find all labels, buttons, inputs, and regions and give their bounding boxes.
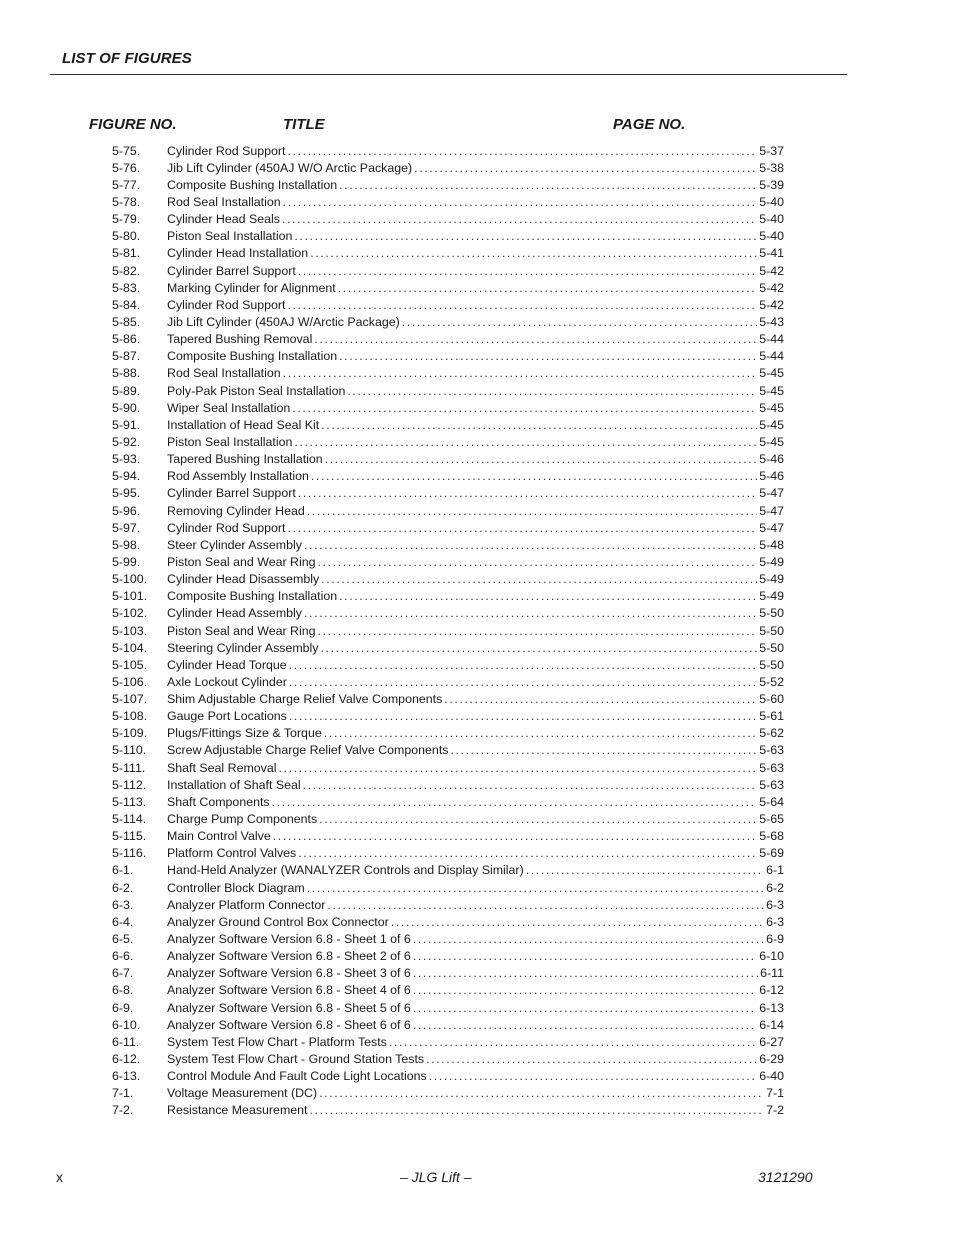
dot-leader — [321, 572, 757, 586]
figure-page: 5-48 — [759, 537, 784, 552]
dot-leader — [338, 281, 757, 295]
page-title: LIST OF FIGURES — [62, 50, 192, 67]
figure-title: Piston Seal Installation — [167, 229, 293, 244]
figure-entry[interactable] — [112, 485, 784, 502]
dot-leader — [391, 915, 764, 929]
figure-page: 5-45 — [759, 417, 784, 432]
figure-title: Tapered Bushing Installation — [167, 452, 323, 467]
figure-page: 5-63 — [759, 743, 784, 758]
figure-page: 7-2 — [766, 1103, 784, 1118]
dot-leader — [307, 881, 764, 895]
figure-title: Tapered Bushing Removal — [167, 332, 313, 347]
figure-title: Analyzer Software Version 6.8 - Sheet 3 of 6 — [167, 966, 411, 981]
figure-page: 5-47 — [759, 486, 784, 501]
figure-page: 5-45 — [759, 434, 784, 449]
figure-entry[interactable] — [112, 656, 784, 673]
dot-leader — [318, 555, 758, 569]
figure-entry[interactable] — [112, 193, 784, 210]
figure-page: 5-47 — [759, 520, 784, 535]
figure-title: Analyzer Software Version 6.8 - Sheet 2 of 6 — [167, 949, 411, 964]
figure-page: 5-37 — [759, 143, 784, 158]
figure-entry[interactable] — [112, 468, 784, 485]
figure-title: Rod Assembly Installation — [167, 469, 309, 484]
dot-leader — [324, 726, 757, 740]
figure-page: 6-1 — [766, 863, 784, 878]
figure-number: 5-89. — [112, 383, 141, 398]
figure-entry[interactable] — [112, 622, 784, 639]
figure-page: 5-40 — [759, 229, 784, 244]
figure-title: Cylinder Barrel Support — [167, 263, 296, 278]
figure-page: 5-44 — [759, 332, 784, 347]
figure-number: 5-86. — [112, 332, 141, 347]
dot-leader — [298, 486, 757, 500]
figure-title: Composite Bushing Installation — [167, 589, 338, 604]
figure-number: 5-98. — [112, 537, 141, 552]
dot-leader — [319, 1086, 764, 1100]
dot-leader — [307, 504, 757, 518]
figure-entry[interactable] — [112, 1016, 784, 1033]
dot-leader — [289, 658, 758, 672]
figure-number: 7-2. — [112, 1103, 134, 1118]
dot-leader — [287, 521, 757, 535]
dot-leader — [347, 384, 757, 398]
figure-title: Installation of Head Seal Kit — [167, 417, 320, 432]
figure-entry[interactable] — [112, 605, 784, 622]
dot-leader — [321, 418, 757, 432]
dot-leader — [413, 966, 758, 980]
figure-number: 5-82. — [112, 263, 141, 278]
figure-title: Charge Pump Components — [167, 812, 318, 827]
figure-page: 6-12 — [759, 983, 784, 998]
figure-entry[interactable] — [112, 742, 784, 759]
figure-entry[interactable] — [112, 776, 784, 793]
figure-title: Rod Seal Installation — [167, 366, 281, 381]
figure-number: 5-105. — [112, 657, 148, 672]
figure-title: Composite Bushing Installation — [167, 177, 338, 192]
figure-entry[interactable] — [112, 296, 784, 313]
figure-page: 6-3 — [766, 914, 784, 929]
figure-page: 5-50 — [759, 606, 784, 621]
figure-page: 6-40 — [759, 1069, 784, 1084]
dot-leader — [298, 846, 757, 860]
figure-number: 7-1. — [112, 1086, 134, 1101]
figure-number: 5-103. — [112, 623, 148, 638]
figure-title: Axle Lockout Cylinder — [167, 674, 287, 689]
figure-number: 5-100. — [112, 572, 148, 587]
dot-leader — [304, 538, 757, 552]
figure-title: Cylinder Rod Support — [167, 143, 286, 158]
dot-leader — [279, 761, 758, 775]
figure-number: 5-81. — [112, 246, 141, 261]
figure-page: 5-61 — [759, 709, 784, 724]
figure-title: System Test Flow Chart - Platform Tests — [167, 1034, 387, 1049]
figure-entry[interactable] — [112, 571, 784, 588]
figure-title: Plugs/Fittings Size & Torque — [167, 726, 322, 741]
figure-number: 5-75. — [112, 143, 141, 158]
figure-number: 5-78. — [112, 194, 141, 209]
dot-leader — [273, 829, 757, 843]
figure-number: 5-104. — [112, 640, 148, 655]
figure-entry[interactable] — [112, 331, 784, 348]
figure-entry[interactable] — [112, 982, 784, 999]
figure-entry[interactable] — [112, 965, 784, 982]
figure-page: 5-49 — [759, 572, 784, 587]
figure-entry[interactable] — [112, 142, 784, 159]
figure-number: 5-95. — [112, 486, 141, 501]
figure-entry[interactable] — [112, 845, 784, 862]
figure-title: Steer Cylinder Assembly — [167, 537, 302, 552]
figure-title: Cylinder Head Disassembly — [167, 572, 320, 587]
figure-page: 6-29 — [759, 1052, 784, 1067]
figure-title: Wiper Seal Installation — [167, 400, 291, 415]
figure-page: 5-41 — [759, 246, 784, 261]
figure-number: 5-111. — [112, 760, 146, 775]
figure-title: Screw Adjustable Charge Relief Valve Components — [167, 743, 449, 758]
figure-number: 5-107. — [112, 692, 148, 707]
dot-leader — [444, 692, 757, 706]
figure-page: 6-27 — [759, 1034, 784, 1049]
figure-number: 5-83. — [112, 280, 141, 295]
figure-entry[interactable] — [112, 365, 784, 382]
column-heading-figure-no: FIGURE NO. — [89, 116, 177, 133]
figure-entry[interactable] — [112, 159, 784, 176]
figure-number: 5-84. — [112, 297, 141, 312]
figure-number: 6-4. — [112, 914, 134, 929]
figure-number: 6-7. — [112, 966, 134, 981]
dot-leader — [314, 332, 757, 346]
dot-leader — [339, 589, 757, 603]
figure-title: Cylinder Barrel Support — [167, 486, 296, 501]
figure-number: 5-87. — [112, 349, 141, 364]
figure-title: Removing Cylinder Head — [167, 503, 305, 518]
dot-leader — [283, 195, 758, 209]
figure-title: Composite Bushing Installation — [167, 349, 338, 364]
figure-page: 5-52 — [759, 674, 784, 689]
figure-page: 5-63 — [759, 777, 784, 792]
figure-page: 5-46 — [759, 452, 784, 467]
figure-number: 5-110. — [112, 743, 147, 758]
figure-page: 5-46 — [759, 469, 784, 484]
figure-title: Analyzer Software Version 6.8 - Sheet 5 of 6 — [167, 1000, 411, 1015]
figure-entry[interactable] — [112, 588, 784, 605]
figure-number: 5-99. — [112, 554, 141, 569]
dot-leader — [294, 229, 757, 243]
figure-title: Cylinder Head Seals — [167, 212, 280, 227]
figure-entry[interactable] — [112, 211, 784, 228]
figure-page: 6-11 — [760, 966, 784, 981]
figure-number: 5-116. — [112, 846, 147, 861]
figure-number: 5-90. — [112, 400, 141, 415]
figure-title: Voltage Measurement (DC) — [167, 1086, 318, 1101]
figure-page: 7-1 — [766, 1086, 784, 1101]
figure-entry[interactable] — [112, 553, 784, 570]
dot-leader — [282, 212, 757, 226]
dot-leader — [413, 983, 757, 997]
figure-number: 5-94. — [112, 469, 141, 484]
figure-title: Steering Cylinder Assembly — [167, 640, 319, 655]
figure-title: Analyzer Software Version 6.8 - Sheet 6 of 6 — [167, 1017, 411, 1032]
figure-number: 5-112. — [112, 777, 147, 792]
dot-leader — [303, 778, 758, 792]
dot-leader — [272, 795, 758, 809]
dot-leader — [526, 863, 764, 877]
dot-leader — [311, 469, 757, 483]
figure-entry[interactable] — [112, 913, 784, 930]
figure-number: 5-115. — [112, 829, 147, 844]
figure-title: Shim Adjustable Charge Relief Valve Components — [167, 692, 443, 707]
figure-title: Gauge Port Locations — [167, 709, 287, 724]
footer-doc-number: 3121290 — [758, 1169, 813, 1185]
figure-entry[interactable] — [112, 279, 784, 296]
figure-page: 6-14 — [759, 1017, 784, 1032]
figure-title: Analyzer Platform Connector — [167, 897, 326, 912]
dot-leader — [292, 401, 757, 415]
figure-page: 5-43 — [759, 314, 784, 329]
figure-entry[interactable] — [112, 519, 784, 536]
figure-entry[interactable] — [112, 948, 784, 965]
figure-entry[interactable] — [112, 673, 784, 690]
figure-entry[interactable] — [112, 262, 784, 279]
figure-number: 6-13. — [112, 1069, 141, 1084]
dot-leader — [304, 606, 757, 620]
figure-title: Installation of Shaft Seal — [167, 777, 301, 792]
dot-leader — [402, 315, 757, 329]
figure-entry[interactable] — [112, 382, 784, 399]
figure-page: 5-40 — [759, 194, 784, 209]
figure-entry[interactable] — [112, 228, 784, 245]
figure-number: 6-5. — [112, 932, 134, 947]
figure-entry[interactable] — [112, 691, 784, 708]
figure-page: 5-50 — [759, 657, 784, 672]
figure-number: 5-93. — [112, 452, 141, 467]
column-heading-title: TITLE — [283, 116, 325, 133]
figure-page: 5-38 — [759, 160, 784, 175]
figure-title: Marking Cylinder for Alignment — [167, 280, 336, 295]
figure-entry[interactable] — [112, 810, 784, 827]
figure-page: 5-45 — [759, 366, 784, 381]
figure-list — [112, 142, 784, 1119]
figure-number: 5-97. — [112, 520, 141, 535]
figure-entry[interactable] — [112, 176, 784, 193]
figure-entry[interactable] — [112, 1085, 784, 1102]
figure-entry[interactable] — [112, 433, 784, 450]
dot-leader — [450, 743, 757, 757]
figure-title: Rod Seal Installation — [167, 194, 281, 209]
figure-number: 5-113. — [112, 794, 147, 809]
figure-page: 5-47 — [759, 503, 784, 518]
figure-number: 6-11. — [112, 1034, 140, 1049]
figure-page: 5-60 — [759, 692, 784, 707]
figure-number: 6-6. — [112, 949, 134, 964]
figure-entry[interactable] — [112, 1068, 784, 1085]
figure-title: Shaft Components — [167, 794, 270, 809]
figure-entry[interactable] — [112, 536, 784, 553]
figure-page: 5-50 — [759, 640, 784, 655]
figure-title: Cylinder Rod Support — [167, 297, 286, 312]
figure-page: 5-68 — [759, 829, 784, 844]
figure-page: 6-13 — [759, 1000, 784, 1015]
figure-page: 5-45 — [759, 383, 784, 398]
figure-title: Shaft Seal Removal — [167, 760, 277, 775]
figure-title: Cylinder Head Torque — [167, 657, 287, 672]
dot-leader — [318, 624, 758, 638]
dot-leader — [429, 1069, 758, 1083]
figure-number: 5-77. — [112, 177, 141, 192]
dot-leader — [327, 898, 764, 912]
figure-number: 5-96. — [112, 503, 141, 518]
figure-entry[interactable] — [112, 793, 784, 810]
figure-entry[interactable] — [112, 245, 784, 262]
dot-leader — [289, 709, 757, 723]
figure-entry[interactable] — [112, 416, 784, 433]
figure-number: 6-12. — [112, 1052, 141, 1067]
figure-page: 5-42 — [759, 297, 784, 312]
figure-page: 6-3 — [766, 897, 784, 912]
figure-page: 5-50 — [759, 623, 784, 638]
figure-number: 5-80. — [112, 229, 141, 244]
figure-number: 5-92. — [112, 434, 141, 449]
figure-entry[interactable] — [112, 879, 784, 896]
figure-entry[interactable] — [112, 1033, 784, 1050]
dot-leader — [310, 1103, 765, 1117]
figure-number: 5-91. — [112, 417, 141, 432]
figure-entry[interactable] — [112, 896, 784, 913]
figure-title: Platform Control Valves — [167, 846, 297, 861]
figure-title: Analyzer Software Version 6.8 - Sheet 1 of 6 — [167, 932, 411, 947]
figure-page: 5-63 — [759, 760, 784, 775]
figure-page: 5-49 — [759, 554, 784, 569]
figure-page: 5-62 — [759, 726, 784, 741]
figure-title: System Test Flow Chart - Ground Station Tests — [167, 1052, 425, 1067]
figure-page: 5-42 — [759, 280, 784, 295]
figure-number: 6-3. — [112, 897, 134, 912]
figure-page: 6-9 — [766, 932, 784, 947]
figure-number: 5-85. — [112, 314, 141, 329]
figure-entry[interactable] — [112, 862, 784, 879]
figure-number: 5-101. — [112, 589, 148, 604]
figure-title: Piston Seal and Wear Ring — [167, 554, 316, 569]
figure-number: 5-106. — [112, 674, 148, 689]
figure-number: 5-76. — [112, 160, 141, 175]
dot-leader — [294, 435, 757, 449]
figure-title: Control Module And Fault Code Light Locations — [167, 1069, 427, 1084]
header-rule — [50, 74, 847, 75]
dot-leader — [287, 144, 757, 158]
figure-title: Cylinder Head Assembly — [167, 606, 302, 621]
figure-entry[interactable] — [112, 828, 784, 845]
figure-entry[interactable] — [112, 451, 784, 468]
figure-number: 5-114. — [112, 812, 147, 827]
figure-entry[interactable] — [112, 1050, 784, 1067]
figure-title: Hand-Held Analyzer (WANALYZER Controls and Display Similar) — [167, 863, 524, 878]
figure-entry[interactable] — [112, 399, 784, 416]
figure-page: 5-39 — [759, 177, 784, 192]
figure-page: 5-44 — [759, 349, 784, 364]
figure-page: 5-45 — [759, 400, 784, 415]
figure-entry[interactable] — [112, 348, 784, 365]
figure-number: 6-10. — [112, 1017, 141, 1032]
figure-title: Piston Seal and Wear Ring — [167, 623, 316, 638]
dot-leader — [413, 949, 757, 963]
figure-page: 5-64 — [759, 794, 784, 809]
dot-leader — [414, 161, 757, 175]
figure-title: Cylinder Rod Support — [167, 520, 286, 535]
figure-title: Poly-Pak Piston Seal Installation — [167, 383, 346, 398]
figure-entry[interactable] — [112, 708, 784, 725]
figure-number: 5-79. — [112, 212, 141, 227]
dot-leader — [310, 246, 757, 260]
figure-page: 5-69 — [759, 846, 784, 861]
figure-number: 5-109. — [112, 726, 148, 741]
figure-number: 5-108. — [112, 709, 148, 724]
figure-number: 6-9. — [112, 1000, 134, 1015]
figure-number: 6-1. — [112, 863, 134, 878]
figure-page: 6-10 — [759, 949, 784, 964]
figure-entry[interactable] — [112, 725, 784, 742]
figure-page: 5-42 — [759, 263, 784, 278]
figure-number: 5-102. — [112, 606, 148, 621]
figure-number: 6-2. — [112, 880, 134, 895]
footer-publisher: – JLG Lift – — [400, 1169, 472, 1185]
dot-leader — [413, 932, 764, 946]
figure-entry[interactable] — [112, 313, 784, 330]
figure-title: Resistance Measurement — [167, 1103, 308, 1118]
figure-title: Analyzer Ground Control Box Connector — [167, 914, 389, 929]
dot-leader — [283, 366, 758, 380]
dot-leader — [339, 349, 757, 363]
dot-leader — [319, 812, 757, 826]
figure-entry[interactable] — [112, 999, 784, 1016]
figure-entry[interactable] — [112, 1102, 784, 1119]
figure-title: Main Control Valve — [167, 829, 271, 844]
column-heading-page-no: PAGE NO. — [613, 116, 686, 133]
figure-page: 5-49 — [759, 589, 784, 604]
figure-title: Controller Block Diagram — [167, 880, 305, 895]
figure-number: 5-88. — [112, 366, 141, 381]
figure-number: 6-8. — [112, 983, 134, 998]
figure-title: Analyzer Software Version 6.8 - Sheet 4 of 6 — [167, 983, 411, 998]
figure-page: 6-2 — [766, 880, 784, 895]
figure-page: 5-40 — [759, 212, 784, 227]
figure-entry[interactable] — [112, 759, 784, 776]
dot-leader — [413, 1001, 757, 1015]
dot-leader — [389, 1035, 757, 1049]
dot-leader — [426, 1052, 757, 1066]
figure-title: Jib Lift Cylinder (450AJ W/O Arctic Package) — [167, 160, 413, 175]
dot-leader — [289, 675, 757, 689]
figure-title: Cylinder Head Installation — [167, 246, 309, 261]
figure-page: 5-65 — [759, 812, 784, 827]
dot-leader — [325, 452, 758, 466]
dot-leader — [321, 641, 758, 655]
dot-leader — [287, 298, 757, 312]
figure-title: Piston Seal Installation — [167, 434, 293, 449]
dot-leader — [298, 264, 757, 278]
dot-leader — [413, 1018, 757, 1032]
figure-entry[interactable] — [112, 639, 784, 656]
figure-title: Jib Lift Cylinder (450AJ W/Arctic Package) — [167, 314, 400, 329]
figure-entry[interactable] — [112, 502, 784, 519]
dot-leader — [339, 178, 757, 192]
figure-entry[interactable] — [112, 930, 784, 947]
footer-page-number: x — [56, 1169, 63, 1185]
